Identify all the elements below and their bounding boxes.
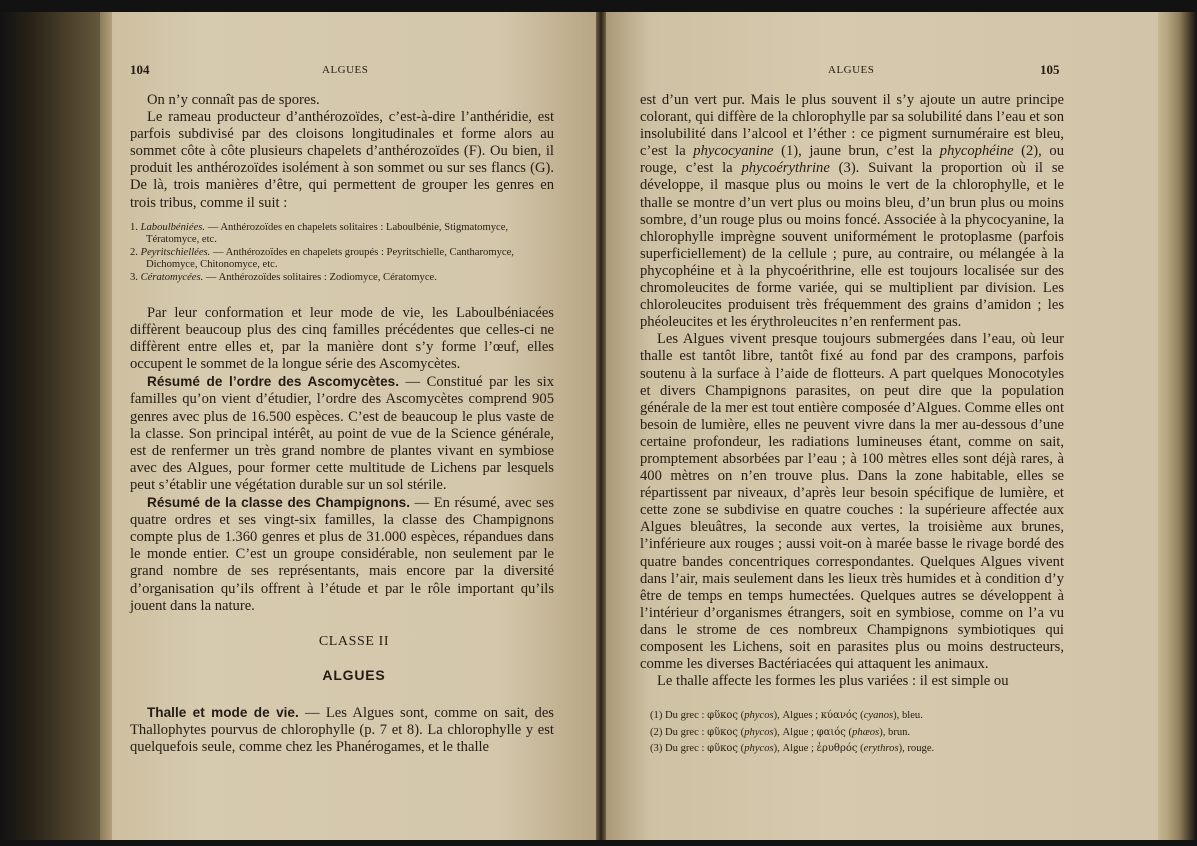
para-habitat: Les Algues vivent presque toujours submergées dans l’eau, où leur thalle est tantôt libre, tantôt fixé au fond par des crampons, parfois soutenu à la surface à l’aide de flotteurs. A part quelques Monocotyles et divers Champignons parasites, on peut dire que la population générale de la mer est tout entière composée d’Algues. Comme elles ont besoin de lumière, elles ne peuvent vivre dans la mer au-dessous d’une certaine profondeur, les radiations lumineuses étant, comme on sait, promptement absorbées par l’eau ; à 100 mètres elles sont déjà rares, à 400 mètres on n’en trouve plus. Dans la zone habitable, elles se répartissent par niveaux, d’après leur besoin spécifique de lumière, et cette zone se subdivise en quatre couches : la supérieure affectée aux Algues bleuâtres, la seconde aux vertes, la troisième aux brunes, l’inférieure aux rouges ; aussi voit-on à marée basse le rivage bordé des quatre bandes concentriques correspondantes. Quelques Algues vivent dans l’air, mais seulement dans les lieux très humides et à condition d’y être de temps en temps humectées. Quelques autres se développent à l’intérieur d’organismes étrangers, soit en symbiose, comme on l’a vu dans le strome de ces nombreux Champignons symbiotiques qui composent les Lichens, soit en parasites plus ou moins destructeurs, comme les diverses Bactériacées qui attaquent les animaux.: [640, 331, 1064, 673]
left-page-number: 104: [130, 62, 150, 77]
tribe-item-3: 3. Cératomycées. — Anthérozoïdes solitaires : Zodiomyce, Cératomyce.: [130, 271, 437, 283]
footnotes: [650, 708, 1070, 758]
class-title: ALGUES: [322, 667, 386, 683]
para-resume-champignons: Résumé de la classe des Champignons. — En résumé, avec ses quatre ordres et ses vingt-six familles, la classe des Champignons compte plus de 1.360 genres et plus de 31.000 espèces, répandues dans le monde entier. C’est un groupe considérable, non seulement par le grand nombre de ses représentants, mais encore par la diversité d’organisation qu’ils offrent à l’étude et par le rôle important qu’ils jouent dans la nature.: [130, 495, 554, 614]
book-gutter: [596, 12, 606, 840]
para-thalle-formes: Le thalle affecte les formes les plus variées : il est simple ou: [657, 673, 1009, 690]
right-page: [606, 12, 1158, 840]
left-page: [112, 12, 596, 840]
class-label: CLASSE II: [318, 634, 390, 649]
para-antheridie: Le rameau producteur d’anthérozoïdes, c’est-à-dire l’anthéridie, est parfois subdivisé par des cloisons longitudinales et forme alors au sommet côte à côte plusieurs chapelets d’anthérozoïdes (F). Ou bien, il produit les anthérozoïdes isolément à son sommet ou sur ses flancs (G). De là, trois manières d’être, qui permettent de grouper les genres en trois tribus, comme il suit :: [130, 109, 554, 211]
tribe-item-1: 1. Laboulbéniées. — Anthérozoïdes en chapelets solitaires : Laboulbénie, Stigmatomyce, Tératomyce, etc.: [130, 222, 509, 246]
left-body-top: [130, 92, 554, 212]
book-right-edge: [1158, 12, 1197, 840]
footnote-3: (3) Du grec : φῦκος (phycos), Algue ; ἐρυθρός (erythros), rouge.: [650, 743, 935, 755]
footnote-1: (1) Du grec : φῦκος (phycos), Algues ; κύανός (cyanos), bleu.: [650, 710, 923, 721]
para-pigments: est d’un vert pur. Mais le plus souvent il s’y ajoute un autre principe colorant, qui diffère de la chlorophylle par sa solubilité dans l’eau et son insolubilité dans l’alcool et l’éther : ce pigment surnuméraire est bleu, c’est la phycocyanine (1), jaune brun, c’est la phycophéine (2), ou rouge, c’est la phycoérythrine (3). Suivant la proportion où il se développe, il masque plus ou moins le vert de la chlorophylle, et le thalle se montre d’un vert plus ou moins bleu, d’un brun plus ou moins sombre, d’un rouge plus ou moins foncé. Associée à la phycocyanine, la chlorophylle imprègne souvent uniformément le protoplasme (parfois superficiellement) de la cellule ; pure, au contraire, ou mélangée à la phycophéine et à la phycoérithrine, elle est toujours localisée sur des chromoleucites de forme variée, qui se multiplient par division. Les chloroleucites produisent très fréquemment des grains d’amidon ; les phéoleucites et les érythroleucites n’en renferment pas.: [640, 92, 1064, 331]
left-running-head: ALGUES: [322, 64, 369, 76]
footnote-2: (2) Du grec : φῦκος (phycos), Algue ; φαιός (phæos), brun.: [650, 726, 911, 738]
para-resume-ascomycetes: Résumé de l’ordre des Ascomycètes. — Constitué par les six familles qu’on vient d’étudier, l’ordre des Ascomycètes comprend 905 genres avec plus de 16.500 espèces. C’est de beaucoup le plus vaste de la classe. Son principal intérêt, au point de vue de la Science générale, est de renfermer un très grand nombre de plantes vivant en symbiose avec des Algues, pour former cette multitude de Lichens par lesquels peut s’établir une végétation durable sur un sol stérile.: [130, 374, 554, 493]
book-left-edge: [0, 12, 112, 840]
para-laboulbeniacees: Par leur conformation et leur mode de vie, les Laboulbéniacées diffèrent beaucoup plus des cinq familles précédentes que celles-ci ne diffèrent entre elles et, par la manière dont s’y forme l’œuf, elles occupent le sommet de la longue série des Ascomycètes.: [130, 305, 554, 373]
tribe-item-2: 2. Peyritschiellées. — Anthérozoïdes en chapelets groupés : Peyritschielle, Cantharomyce, Dichomyce, Chitonomyce, etc.: [130, 246, 514, 271]
para-thalle: Thalle et mode de vie. — Les Algues sont, comme on sait, des Thallophytes pourvus de chlorophylle (p. 7 et 8). La chlorophylle y est quelquefois seule, comme chez les Phanérogames, et le thalle: [130, 705, 554, 756]
left-body-middle: [130, 305, 554, 615]
tribes-list: [130, 222, 554, 284]
right-page-number: 105: [1040, 62, 1060, 77]
para-spores: On n’y connaît pas de spores.: [147, 92, 320, 108]
left-body-bottom: [130, 704, 554, 756]
right-body: [640, 92, 1064, 690]
right-running-head: ALGUES: [828, 64, 875, 76]
